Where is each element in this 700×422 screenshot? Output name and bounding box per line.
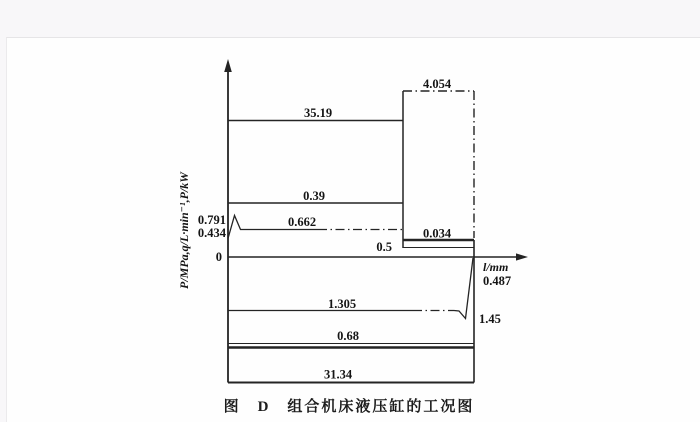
- level-label-35-19: 35.19: [303, 106, 333, 120]
- return-spike-peak-label: 1.45: [479, 312, 501, 326]
- x-axis-label: l/mm: [483, 260, 509, 274]
- return-axis-value-label: 0.487: [483, 274, 512, 288]
- origin-tick-label: 0: [215, 250, 222, 264]
- spike-start-label: 0.434: [197, 226, 226, 240]
- return-stroke-curves: [228, 240, 511, 383]
- level-label-31-34: 31.34: [323, 367, 353, 382]
- x-axis-arrow-icon: [516, 253, 528, 260]
- y-axis-label: P/MPa,q/L·min⁻¹,P/kW: [177, 172, 191, 289]
- figure-caption: 图 D 组合机床液压缸的工况图: [223, 399, 475, 415]
- level-label-0-68: 0.68: [337, 329, 359, 343]
- y-axis-arrow-icon: [224, 59, 232, 72]
- box-top-label-4-054: 4.054: [422, 77, 452, 91]
- return-spike-curve: [454, 258, 473, 319]
- spike-peak-label: 0.791: [197, 213, 226, 227]
- forward-stroke-curves: [198, 77, 474, 254]
- level-label-0-662: 0.662: [287, 215, 317, 229]
- level-label-1-305: 1.305: [327, 297, 357, 311]
- level-label-0-39: 0.39: [303, 189, 325, 203]
- level-label-0-034: 0.034: [422, 226, 452, 241]
- level-label-0-5: 0.5: [376, 240, 392, 254]
